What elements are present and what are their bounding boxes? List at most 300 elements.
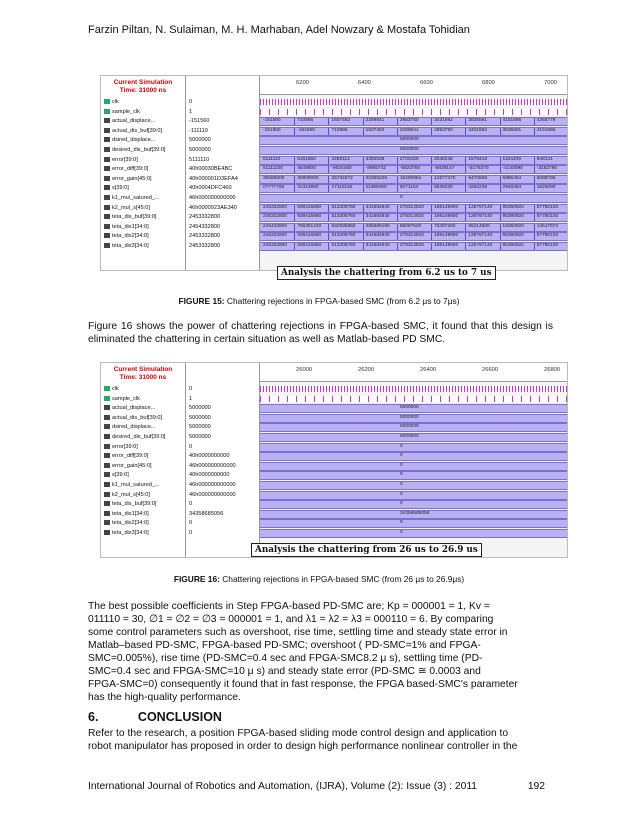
bus-value-label: 245332800 — [263, 233, 288, 239]
bus-icon — [104, 166, 110, 171]
bus-transition — [363, 166, 364, 173]
bus-transition — [363, 243, 364, 250]
bus-transition — [363, 224, 364, 231]
wire-icon — [104, 99, 110, 104]
bus-waveform — [260, 156, 567, 165]
bus-value-label: 128767140 — [468, 214, 493, 220]
bus-waveform — [260, 423, 567, 432]
bus-value-label: 57780100 — [536, 233, 559, 239]
wire-icon — [104, 109, 110, 114]
signal-name-row[interactable] — [101, 510, 185, 518]
signal-value: 5111110 — [189, 156, 210, 163]
bus-icon — [104, 137, 110, 142]
signal-name: teta_dis3[34:0] — [112, 243, 149, 249]
bus-value-label: 30669600 — [263, 175, 285, 181]
signal-value: 40h0000000000 — [189, 472, 230, 479]
signal-name-row[interactable] — [101, 98, 185, 106]
bus-waveform — [260, 175, 567, 184]
bus-transition — [328, 128, 329, 135]
figure-16-waveform — [100, 362, 568, 558]
bus-value-label: 0 — [400, 443, 403, 449]
bus-value-label: 5000000 — [400, 405, 419, 411]
bus-value-label: 513305760 — [331, 233, 356, 239]
signal-name-row[interactable] — [101, 500, 185, 508]
bus-transition — [397, 224, 398, 231]
bus-value-label: -151560 — [263, 118, 281, 124]
bus-value-label: 20355228 — [365, 175, 387, 181]
bus-value-label: 0 — [400, 520, 403, 526]
signal-name-row[interactable] — [101, 385, 185, 393]
signal-name-row[interactable] — [101, 443, 185, 451]
signal-name-row[interactable] — [101, 519, 185, 527]
time-tick: 26000 — [296, 367, 313, 373]
time-tick: 6400 — [358, 80, 371, 86]
bus-transition — [363, 118, 364, 125]
bus-waveform — [260, 204, 567, 213]
bus-value-label: 73497260 — [434, 223, 456, 229]
bus-value-label: 278314920 — [399, 243, 424, 248]
bus-value-label: -151560 — [297, 127, 315, 133]
signal-name-row[interactable] — [101, 491, 185, 499]
bus-value-label: 245332800 — [263, 204, 288, 210]
signal-name-row[interactable] — [101, 414, 185, 422]
signal-name: k2_mul_s[45:0] — [112, 204, 150, 211]
signal-value: 5000000 — [189, 137, 211, 144]
time-tick: 26600 — [482, 367, 499, 373]
sim-title: Current Simulation — [113, 79, 173, 86]
paragraph-1: Figure 16 shows the power of chattering rejections in FPGA-based SMC, it found that this design is eliminated the chattering in certain situation as well as Matlab-based PD SMC. — [88, 321, 553, 345]
simulation-time-label — [101, 363, 185, 385]
bus-value-label: -8965742 — [365, 166, 386, 172]
bus-value-label: 2289841 — [365, 118, 385, 124]
bus-icon — [104, 463, 110, 468]
bus-value-label: 9470508 — [468, 175, 488, 181]
bus-value-label: 1607462 — [365, 127, 385, 133]
signal-name-row[interactable] — [101, 462, 185, 470]
signal-value: 46h000000000000 — [189, 195, 236, 201]
figure-15-waveform — [100, 75, 568, 278]
bus-transition — [500, 214, 501, 221]
bus-value-label: 5000000 — [400, 414, 419, 420]
signal-name-row[interactable] — [101, 146, 185, 154]
bus-value-label: 3421592 — [434, 118, 453, 124]
bus-transition — [465, 118, 466, 125]
bus-transition — [465, 233, 466, 240]
bus-transition — [328, 157, 329, 164]
bus-transition — [534, 185, 535, 192]
bus-value-label: -4140090 — [502, 166, 523, 172]
signal-value: 40h000001D3EFA4 — [189, 175, 238, 182]
signal-value: 46h000000000000 — [189, 491, 236, 498]
bus-transition — [431, 185, 432, 192]
section-heading — [88, 710, 222, 724]
bus-value-label: 07777760 — [263, 185, 285, 191]
bus-transition — [363, 205, 364, 212]
bus-value-label: 513305760 — [331, 204, 356, 210]
bus-icon — [104, 492, 110, 497]
bus-value-label: 51111100 — [263, 166, 283, 172]
signal-value: -111110 — [189, 127, 208, 134]
bus-value-label: 57780100 — [536, 243, 559, 248]
bus-icon — [104, 482, 110, 487]
signal-value: 0 — [189, 501, 193, 508]
bus-value-label: 278314920 — [399, 214, 424, 220]
bus-value-label: 19350920 — [502, 223, 524, 229]
bus-value-label: 34358685056 — [400, 510, 430, 516]
text-line: Refer to the research, a position FPGA-based sliding mode control design and application to — [88, 728, 509, 739]
bus-transition — [465, 214, 466, 221]
signal-name-row[interactable] — [101, 452, 185, 460]
bus-value-label: 245332800 — [263, 243, 288, 248]
bus-waveform — [260, 519, 567, 528]
bus-transition — [363, 157, 364, 164]
signal-name-row[interactable] — [101, 204, 185, 212]
bus-transition — [500, 233, 501, 240]
bus-transition — [328, 118, 329, 125]
signal-value: 0 — [189, 386, 193, 392]
bus-transition — [397, 214, 398, 221]
bus-transition — [397, 176, 398, 183]
time-tick: 6200 — [296, 80, 309, 86]
sim-time: Time: 31000 ns — [119, 87, 167, 94]
bus-value-label: 198149900 — [434, 214, 459, 220]
section-title: CONCLUSION — [137, 710, 222, 724]
bus-icon — [104, 128, 110, 133]
bus-waveform — [260, 223, 567, 232]
clock-waveform — [260, 99, 567, 105]
figure-16-text: Chattering rejections in FPGA-based SMC (from 26 μs to 26.9μs) — [222, 574, 465, 584]
bus-value-label: 756361240 — [297, 223, 322, 229]
sim-title: Current Simulation — [113, 366, 173, 373]
signal-value: 0 — [189, 520, 193, 527]
bus-icon — [104, 415, 110, 420]
section-number: 6. — [88, 710, 99, 724]
bus-value-label: 4151866 — [536, 127, 556, 133]
bus-transition — [500, 166, 501, 173]
waveform-panel — [259, 76, 567, 270]
bus-transition — [294, 118, 295, 125]
signal-name-row[interactable] — [101, 232, 185, 240]
text-line: SMC=0.4 sec and FPGA-SMC=10 μ s) and steady state error (PD-SMC ≅ 0.0003 and — [88, 666, 481, 677]
bus-icon — [104, 424, 110, 429]
bus-transition — [397, 185, 398, 192]
signal-name-row[interactable] — [101, 481, 185, 489]
bus-waveform — [260, 213, 567, 222]
figure-16-caption — [0, 574, 638, 584]
bus-transition — [534, 128, 535, 135]
signal-name: teta_dis1[34:0] — [112, 510, 149, 517]
bus-transition — [465, 166, 466, 173]
signal-name-row[interactable] — [101, 213, 185, 221]
signal-value: 5000000 — [189, 414, 211, 421]
bus-value-label: 848131 — [536, 156, 553, 162]
bus-value-label: 341684840 — [365, 233, 390, 239]
bus-value-label: 198149900 — [434, 233, 459, 239]
signal-name: error[39:0] — [112, 443, 138, 450]
bus-value-label: 939415860 — [297, 243, 322, 248]
signal-names-panel — [101, 76, 185, 270]
bus-value-label: 6151560 — [297, 156, 316, 162]
bus-transition — [328, 214, 329, 221]
bus-waveform — [260, 184, 567, 193]
bus-waveform — [260, 414, 567, 423]
signal-value: 5000000 — [189, 434, 211, 440]
bus-value-label: 95390920 — [502, 204, 524, 210]
bus-transition — [500, 157, 501, 164]
signal-value: 5000000 — [189, 405, 211, 412]
signal-value: 2453332800 — [189, 233, 221, 240]
bus-transition — [294, 233, 295, 240]
figure-15-text: Chattering rejections in FPGA-based SMC (from 6.2 μs to 7μs) — [226, 296, 460, 306]
signal-name: teta_dis_buf[39:0] — [112, 501, 157, 508]
signal-names-panel — [101, 363, 185, 557]
bus-transition — [328, 243, 329, 250]
bus-value-label: 5088786 — [536, 175, 556, 181]
bus-waveform — [260, 491, 567, 500]
sample-clock-waveform — [260, 396, 567, 402]
bus-value-label: -9024480 — [331, 166, 352, 172]
signal-name-row[interactable] — [101, 194, 185, 202]
time-axis — [260, 363, 567, 382]
signal-name-row[interactable] — [101, 127, 185, 135]
signal-value: 1 — [189, 108, 193, 115]
time-tick: 26800 — [544, 367, 561, 373]
bus-icon — [104, 224, 110, 229]
bus-value-label: 532935960 — [331, 223, 356, 229]
time-axis — [260, 76, 567, 95]
bus-icon — [104, 205, 110, 210]
signal-name-row[interactable] — [101, 175, 185, 183]
signal-name-row[interactable] — [101, 471, 185, 479]
bus-icon — [104, 501, 110, 506]
bus-value-label: 2948364 — [502, 185, 522, 191]
bus-waveform — [260, 194, 567, 203]
bus-transition — [534, 176, 535, 183]
bus-transition — [294, 185, 295, 192]
signal-name-row[interactable] — [101, 242, 185, 250]
bus-value-label: 5000000 — [400, 434, 419, 439]
signal-name-row[interactable] — [101, 223, 185, 231]
signal-name-row[interactable] — [101, 423, 185, 431]
text-line: robot manipulator has proposed in order to design high performance nonlinear controller in the — [88, 741, 518, 752]
bus-transition — [465, 157, 466, 164]
bus-value-label: 31313880 — [297, 185, 319, 191]
signal-value: -151560 — [189, 118, 210, 125]
sim-time: Time: 31000 ns — [119, 374, 167, 381]
bus-icon — [104, 511, 110, 516]
signal-name: actual_displace... — [112, 118, 156, 125]
signal-value: 2454332800 — [189, 223, 221, 230]
bus-waveform — [260, 462, 567, 471]
bus-value-label: 3421592 — [468, 127, 488, 133]
bus-transition — [500, 224, 501, 231]
bus-waveform — [260, 232, 567, 241]
bus-value-label: 3835591 — [468, 118, 488, 124]
signal-value: 40h00030BE4BC — [189, 166, 233, 173]
bus-transition — [465, 243, 466, 250]
bus-value-label: 0 — [400, 530, 403, 535]
bus-value-label: 11389490 — [365, 185, 387, 191]
signal-name: clk — [112, 386, 119, 392]
bus-transition — [397, 233, 398, 240]
bus-waveform — [260, 165, 567, 174]
bus-value-label: -5178270 — [468, 166, 489, 172]
bus-transition — [294, 224, 295, 231]
journal-citation: International Journal of Robotics and Automation, (IJRA), Volume (2): Issue (3) : 2011 — [88, 781, 478, 792]
bus-value-label: 128767140 — [468, 233, 493, 239]
bus-transition — [294, 176, 295, 183]
bus-value-label: 4292238 — [468, 185, 488, 191]
bus-icon — [104, 176, 110, 181]
bus-value-label: 939415860 — [297, 214, 322, 220]
bus-value-label: 96097520 — [399, 223, 422, 229]
signal-name: error_diff[39:0] — [112, 453, 149, 460]
signal-value: 46h000000000000 — [189, 462, 236, 469]
bus-transition — [294, 205, 295, 212]
signal-name-row[interactable] — [101, 156, 185, 164]
time-tick: 7000 — [544, 80, 557, 86]
bus-transition — [534, 214, 535, 221]
time-tick: 6600 — [420, 80, 433, 86]
signal-value: 2453332800 — [189, 243, 221, 249]
signal-value: 0 — [189, 443, 193, 450]
signal-values-panel — [185, 363, 260, 557]
bus-value-label: 16200954 — [399, 175, 422, 181]
bus-transition — [294, 214, 295, 221]
signal-name: actual_dis_buf[39:0] — [112, 127, 163, 134]
bus-value-label: -6839147 — [434, 166, 455, 172]
page-number: 192 — [527, 781, 545, 792]
clock-waveform — [260, 386, 567, 392]
bus-transition — [397, 118, 398, 125]
signal-name: teta_dis1[34:0] — [112, 223, 149, 230]
bus-transition — [363, 128, 364, 135]
bus-value-label: 2700159 — [399, 156, 419, 162]
bus-value-label: 25734672 — [331, 175, 353, 181]
signal-name: error_gain[45:0] — [112, 175, 152, 182]
bus-value-label: 57780100 — [536, 204, 559, 210]
bus-transition — [431, 176, 432, 183]
bus-transition — [397, 157, 398, 164]
figure-15-annotation: Analysis the chattering from 6.2 us to 7 us — [277, 266, 496, 280]
bus-transition — [431, 166, 432, 173]
bus-value-label: 0 — [400, 472, 403, 478]
signal-name: s[39:0] — [112, 472, 129, 479]
time-tick: 26400 — [420, 367, 437, 373]
bus-waveform — [260, 433, 567, 442]
bus-value-label: 2046246 — [434, 156, 453, 162]
bus-value-label: 341684840 — [365, 243, 390, 248]
bus-waveform — [260, 242, 567, 251]
simulation-time-label — [101, 76, 185, 98]
bus-value-label: 710886 — [331, 127, 348, 133]
bus-waveform — [260, 452, 567, 461]
signal-value: 40h0000000000 — [189, 453, 230, 460]
bus-transition — [294, 243, 295, 250]
signal-name: error_gain[45:0] — [112, 462, 152, 469]
signal-value: 40h0004DFC460 — [189, 185, 232, 192]
bus-transition — [328, 185, 329, 192]
bus-transition — [534, 224, 535, 231]
waveform-panel — [259, 363, 567, 557]
signal-name: teta_dis_buf[39:0] — [112, 214, 157, 221]
bus-icon — [104, 195, 110, 200]
signal-name: sample_clk — [112, 108, 140, 115]
signal-name-row[interactable] — [101, 108, 185, 116]
bus-icon — [104, 444, 110, 449]
running-header: Farzin Piltan, N. Sulaiman, M. H. Marhaban, Adel Nowzary & Mostafa Tohidian — [88, 24, 470, 36]
bus-value-label: 341684840 — [365, 204, 390, 210]
signal-name: teta_dis2[34:0] — [112, 520, 149, 527]
bus-value-label: 4289112 — [331, 156, 350, 162]
bus-transition — [363, 233, 364, 240]
signal-name-row[interactable] — [101, 395, 185, 403]
bus-icon — [104, 453, 110, 458]
bus-value-label: 5000000 — [400, 137, 419, 143]
bus-value-label: 95390920 — [502, 233, 524, 239]
bus-transition — [534, 166, 535, 173]
bus-transition — [465, 128, 466, 135]
sample-clock-waveform — [260, 109, 567, 115]
bus-transition — [363, 214, 364, 221]
bus-value-label: 278314920 — [399, 204, 424, 210]
bus-icon — [104, 214, 110, 219]
text-line: The best possible coefficients in Step FPGA-based PD-SMC are; Kp = 000001 = 1, Kv = — [88, 601, 490, 612]
text-line: 011110 = 30, ∅1 = ∅2 = ∅3 = 000001 = 1, and λ1 = λ2 = λ3 = 000110 = 6. By comparing — [88, 614, 494, 625]
bus-transition — [431, 224, 432, 231]
bus-value-label: 4365779 — [536, 118, 556, 124]
signal-name: teta_dis3[34:0] — [112, 530, 149, 536]
bus-waveform — [260, 529, 567, 538]
bus-value-label: 1164409 — [502, 156, 521, 162]
bus-value-label: 4151866 — [502, 118, 522, 124]
signal-value: 1 — [189, 395, 193, 402]
signal-name: sample_clk — [112, 395, 140, 402]
bus-icon — [104, 147, 110, 152]
bus-value-label: 0 — [400, 462, 403, 468]
signal-name-row[interactable] — [101, 433, 185, 441]
bus-icon — [104, 434, 110, 439]
text-line: SMC=0.005%), rise time (PD-SMC=0.4 sec and FPGA-SMC8.2 μ s), settling time (PD- — [88, 653, 483, 664]
bus-transition — [465, 205, 466, 212]
signal-name: teta_dis2[34:0] — [112, 233, 149, 240]
signal-name-row[interactable] — [101, 529, 185, 537]
bus-transition — [534, 233, 535, 240]
signal-name-row[interactable] — [101, 404, 185, 412]
bus-value-label: 0 — [400, 482, 403, 487]
page-footer — [88, 781, 553, 792]
signal-values-panel — [185, 76, 260, 270]
signal-name-row[interactable] — [101, 165, 185, 173]
signal-name-row[interactable] — [101, 136, 185, 144]
paragraph-3 — [88, 727, 553, 753]
bus-transition — [328, 166, 329, 173]
signal-name-row[interactable] — [101, 117, 185, 125]
bus-value-label: 1826090 — [536, 185, 556, 191]
bus-value-label: 939415860 — [297, 233, 322, 239]
bus-transition — [431, 243, 432, 250]
signal-name-row[interactable] — [101, 184, 185, 192]
signal-name: actual_displace... — [112, 405, 156, 412]
bus-value-label: 95390920 — [502, 243, 524, 248]
bus-transition — [397, 166, 398, 173]
bus-value-label: 2289841 — [399, 127, 419, 133]
bus-value-label: -3162790 — [536, 166, 558, 172]
bus-value-label: 245332800 — [263, 214, 288, 220]
signal-value: 5000000 — [189, 424, 211, 431]
signal-name: s[39:0] — [112, 185, 129, 192]
bus-transition — [534, 205, 535, 212]
